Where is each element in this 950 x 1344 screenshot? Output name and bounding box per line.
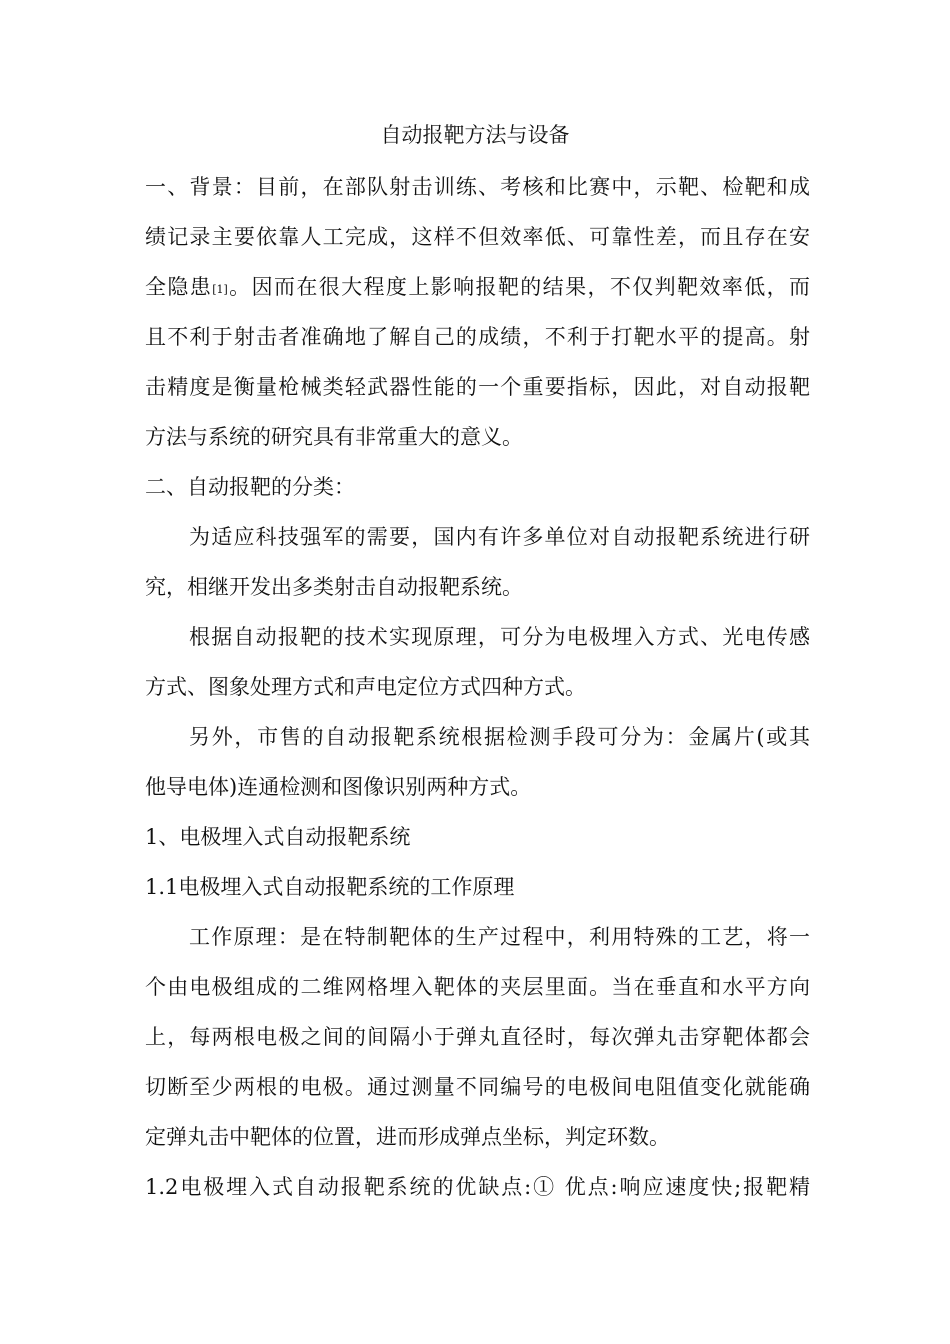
background-line-5: 击精度是衡量枪械类轻武器性能的一个重要指标，因此，对自动报靶 [145, 375, 810, 399]
background-line-3-start: 全隐患 [145, 275, 213, 299]
classification-p1-line-1: 为适应科技强军的需要，国内有许多单位对自动报靶系统进行研 [189, 525, 810, 549]
principle-line-5: 定弹丸击中靶体的位置，进而形成弹点坐标，判定环数。 [145, 1125, 670, 1149]
principle-line-2: 个由电极组成的二维网格埋入靶体的夹层里面。当在垂直和水平方向 [145, 975, 810, 999]
classification-p2-line-2: 方式、图象处理方式和声电定位方式四种方式。 [145, 675, 586, 699]
background-line-1: 一、背景：目前，在部队射击训练、考核和比赛中，示靶、检靶和成 [145, 175, 810, 199]
section-1-2-line: 1.2电极埋入式自动报靶系统的优缺点:① 优点:响应速度快;报靶精 [145, 1175, 810, 1199]
section-1-1-heading: 1.1电极埋入式自动报靶系统的工作原理 [145, 875, 515, 899]
classification-p1-line-2: 究，相继开发出多类射击自动报靶系统。 [145, 575, 523, 599]
classification-heading: 二、自动报靶的分类： [145, 475, 355, 499]
background-line-3 [145, 272, 810, 305]
citation-marker: [1] [212, 283, 228, 296]
principle-line-4: 切断至少两根的电极。通过测量不同编号的电极间电阻值变化就能确 [145, 1075, 810, 1099]
classification-p3-line-2: 他导电体)连通检测和图像识别两种方式。 [145, 775, 532, 799]
document-title: 自动报靶方法与设备 [380, 123, 570, 147]
principle-line-1: 工作原理：是在特制靶体的生产过程中，利用特殊的工艺，将一 [189, 925, 810, 949]
background-line-3-end: 。因而在很大程度上影响报靶的结果，不仅判靶效率低，而 [227, 275, 811, 299]
background-line-4: 且不利于射击者准确地了解自己的成绩，不利于打靶水平的提高。射 [145, 325, 810, 349]
classification-p3-line-1: 另外，市售的自动报靶系统根据检测手段可分为：金属片(或其 [189, 725, 810, 749]
background-line-2: 绩记录主要依靠人工完成，这样不但效率低、可靠性差，而且存在安 [145, 225, 810, 249]
principle-line-3: 上，每两根电极之间的间隔小于弹丸直径时，每次弹丸击穿靶体都会 [145, 1025, 810, 1049]
background-line-6: 方法与系统的研究具有非常重大的意义。 [145, 425, 523, 449]
section-1-heading: 1、电极埋入式自动报靶系统 [145, 825, 411, 849]
classification-p2-line-1: 根据自动报靶的技术实现原理，可分为电极埋入方式、光电传感 [189, 625, 810, 649]
